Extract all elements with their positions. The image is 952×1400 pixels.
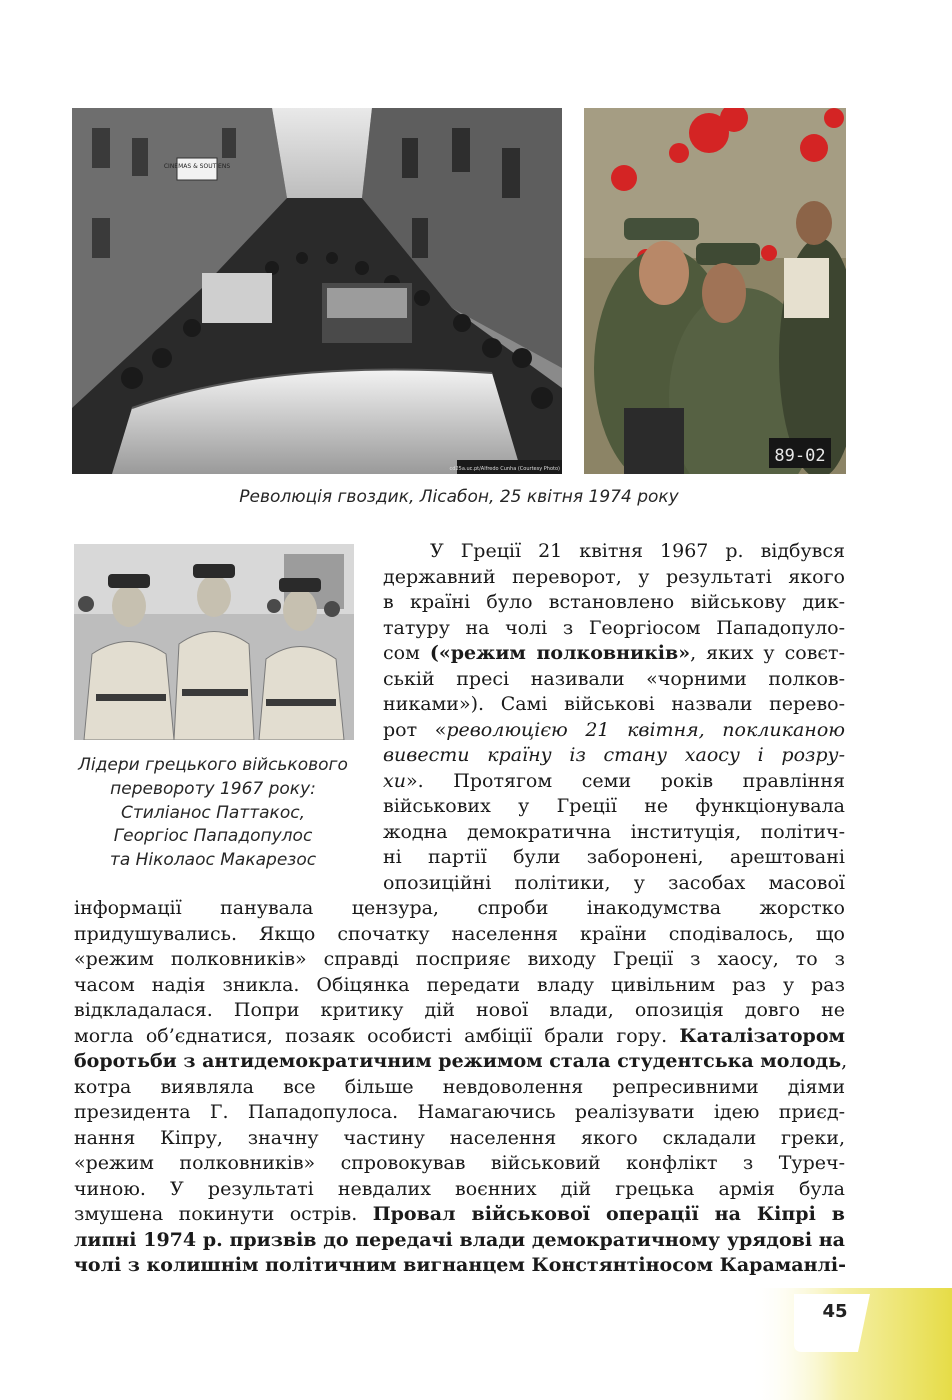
signboard-text: CINEMAS & SOUTIENS <box>163 163 231 170</box>
body-text-line <box>74 897 845 919</box>
body-text-line <box>383 795 845 817</box>
body-text-line <box>74 1178 845 1200</box>
body-text-segment: жодна демократична інституція, політич- <box>383 820 845 843</box>
body-text-segment: татуру на чолі з Георгіосом Пападопуло- <box>383 616 845 639</box>
body-text-line <box>74 948 845 970</box>
photo-carnation-soldiers <box>584 108 846 474</box>
figure-caption-top: Революція гвоздик, Лісабон, 25 квітня 1974 року <box>239 487 679 507</box>
body-text-line <box>74 1025 845 1047</box>
body-text-line <box>74 1076 845 1098</box>
body-text-line <box>383 591 845 613</box>
body-text-line <box>383 617 845 639</box>
body-text-line <box>74 1254 845 1276</box>
body-text-segment: хи <box>383 769 406 792</box>
body-text-line <box>74 1203 845 1225</box>
body-text-line <box>383 693 845 715</box>
body-text-segment: боротьби з антидемократичним режимом стала студентська молодь <box>74 1050 842 1072</box>
body-text-segment: сом <box>383 642 430 664</box>
caption-line: та Ніколаос Макарезос <box>109 850 317 871</box>
body-text-segment: змушена покинути острів. <box>74 1203 373 1225</box>
body-text-segment: никами»). Самі військові назвали перево- <box>383 693 845 715</box>
body-text-segment: «режим полковників» справді посприяє виходу Греції з хаосу, то з <box>74 948 845 970</box>
body-text-segment: вивести країну із стану хаосу і розру- <box>383 744 845 766</box>
body-text-segment: нання Кіпру, значну частину населення якого складали греки, <box>74 1126 845 1149</box>
caption-line: Стиліанос Паттакос, <box>121 802 305 823</box>
body-text-segment: Каталізатором <box>679 1024 845 1047</box>
body-text-line <box>383 668 845 690</box>
body-text-segment: , <box>841 1050 848 1072</box>
caption-line: Георгіос Пападопулос <box>113 826 313 847</box>
body-text-segment: ». Протягом семи років правління <box>405 769 845 792</box>
body-text-line <box>383 566 845 588</box>
body-text-segment: липні 1974 р. призвів до передачі влади демократичному урядові на <box>74 1228 845 1251</box>
body-text-segment: («режим полковників» <box>429 642 691 664</box>
caption-line: Лідери грецького військового <box>78 755 348 775</box>
body-text-line <box>383 642 845 664</box>
photo-lisbon-crowd <box>72 108 562 474</box>
body-text-line <box>383 719 845 741</box>
body-text-segment: президента Г. Пападопулоса. Намагаючись реалізувати ідею приєд- <box>74 1101 845 1123</box>
body-text-segment: могла об’єднатися, позаяк особисті амбіції брали гору. <box>74 1024 680 1047</box>
body-text-segment: «режим полковників» спровокував військовий конфлікт з Туреч- <box>74 1152 845 1174</box>
body-text-segment: відкладалася. Попри критику дій нової влади, опозиція довго не <box>74 999 845 1021</box>
body-text-segment: державний переворот, у результаті якого <box>383 565 845 588</box>
photo-credit: cd25a.uc.pt/Alfredo Cunha (Courtesy Photo) <box>449 466 560 472</box>
body-text-line <box>383 846 845 868</box>
body-text-line <box>383 821 845 843</box>
body-text-segment: Провал військової операції на Кіпрі в <box>372 1203 845 1225</box>
photo-greek-junta-leaders <box>74 544 354 740</box>
body-text-line <box>383 744 845 766</box>
body-text-line <box>74 923 845 945</box>
body-text-segment: У Греції 21 квітня 1967 р. відбувся <box>430 540 845 562</box>
body-text-segment: в країні було встановлено військову дик- <box>383 591 845 613</box>
body-text-segment: інформації панувала цензура, спроби інакодумства жорстко <box>74 897 845 919</box>
body-text-line <box>383 872 845 894</box>
body-text-line <box>74 1050 848 1072</box>
page-number: 45 <box>822 1301 848 1322</box>
body-text-segment: котра виявляла все більше невдоволення репресивними діями <box>74 1075 845 1098</box>
caption-line: перевороту 1967 року: <box>110 778 316 799</box>
body-text-line <box>383 770 845 792</box>
body-text-segment: рот « <box>383 718 447 741</box>
body-text-line <box>74 999 845 1021</box>
figure-caption-side <box>72 754 354 873</box>
body-text-line <box>383 540 845 562</box>
body-text-segment: ні партії були заборонені, арештовані <box>383 846 845 868</box>
body-text-line <box>74 1127 845 1149</box>
body-text-line <box>74 1101 845 1123</box>
body-text-segment: часом надія зникла. Обіцянка передати владу цивільним раз у раз <box>74 973 845 996</box>
body-text-segment: військових у Греції не функціонувала <box>383 795 845 817</box>
body-text-segment: , яких у совєт- <box>690 642 845 664</box>
body-text-segment: ській пресі називали «чорними полков- <box>383 667 845 690</box>
body-text-segment: придушувались. Якщо спочатку населення країни сподівалось, що <box>74 922 845 945</box>
body-text-segment: чолі з колишнім політичним вигнанцем Констянтіносом Караманлі- <box>74 1254 846 1276</box>
body-text-segment: чиною. У результаті невдалих воєнних дій грецька армія була <box>74 1177 845 1200</box>
body-text-segment: революцією 21 квітня, покликаною <box>446 718 845 741</box>
body-text-segment: опозиційні політики, у засобах масової <box>383 871 845 894</box>
body-text-line <box>74 1152 845 1174</box>
body-text-line <box>74 1229 845 1251</box>
license-plate: 89-02 <box>774 446 826 466</box>
body-text-line <box>74 974 845 996</box>
